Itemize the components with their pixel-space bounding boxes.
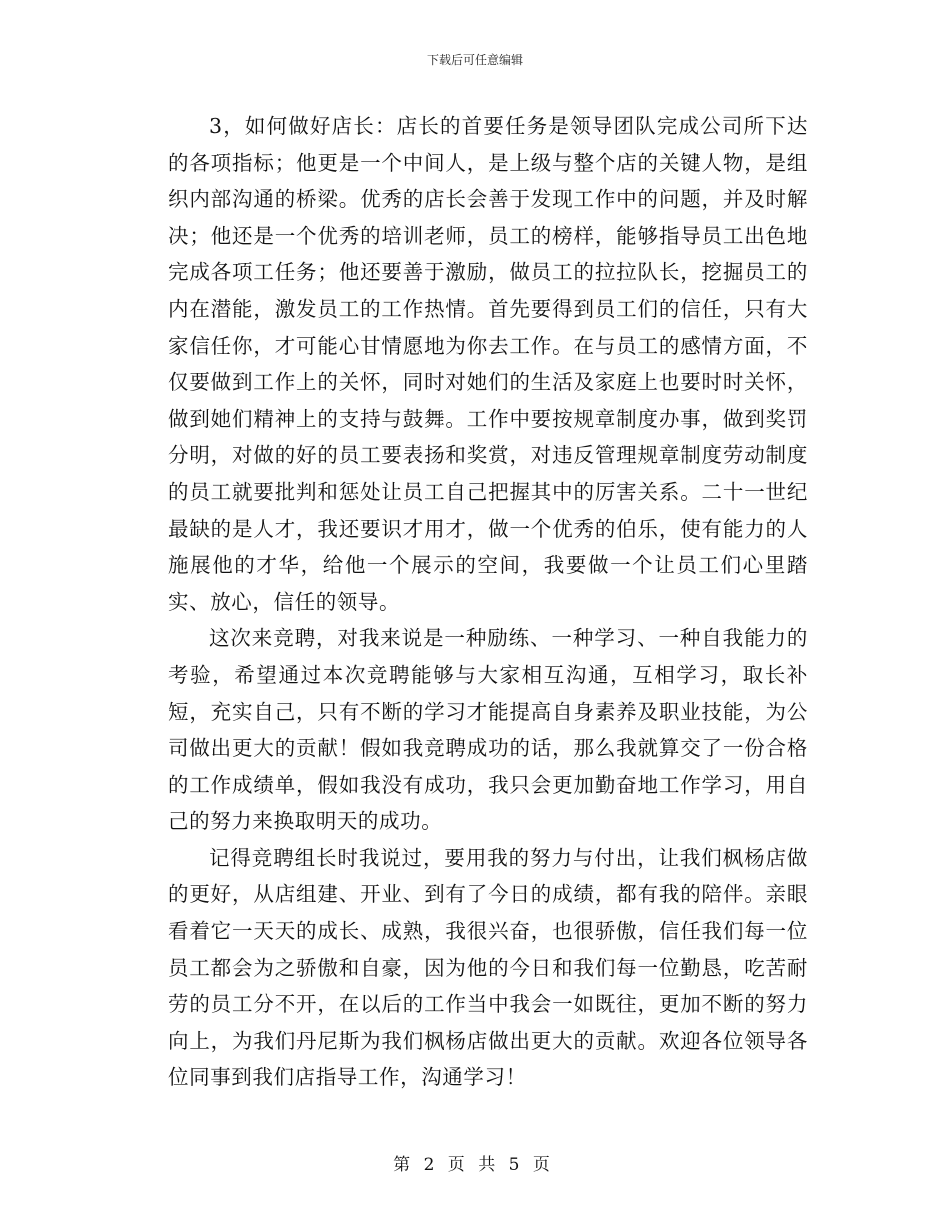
page-footer <box>0 1154 950 1176</box>
footer-total-label: 共 <box>478 1155 497 1175</box>
header-note: 下载后可任意编辑 <box>426 53 523 67</box>
footer-prefix: 第 <box>393 1155 412 1175</box>
paragraph-store-manager: 3，如何做好店长：店长的首要任务是领导团队完成公司所下达的各项指标；他更是一个中间人，是上级与整个店的关键人物，是组织内部沟通的桥梁。优秀的店长会善于发现工作中的问题，并及时解决；他还是一个优秀的培训老师，员工的榜样，能够指导员工出色地完成各项工任务；他还要善于激励，做员工的拉拉队长，挖掘员工的内在潜能，激发员工的工作热情。首先要得到员工们的信任，只有大家信任你，才可能心甘情愿地为你去工作。在与员工的感情方面，不仅要做到工作上的关怀，同时对她们的生活及家庭上也要时时关怀，做到她们精神上的支持与鼓舞。工作中要按规章制度办事，做到奖罚分明，对做的好的员工要表扬和奖赏，对违反管理规章制度劳动制度的员工就要批判和惩处让员工自己把握其中的厉害关系。二十一世纪最缺的是人才，我还要识才用才，做一个优秀的伯乐，使有能力的人施展他的才华，给他一个展示的空间，我要做一个让员工们心里踏实、放心，信任的领导。 <box>168 114 808 614</box>
footer-total-pages: 5 <box>508 1155 521 1175</box>
footer-page-number: 2 <box>423 1155 436 1175</box>
paragraph-competition: 这次来竞聘，对我来说是一种励练、一种学习、一种自我能力的考验，希望通过本次竞聘能够与大家相互沟通，互相学习，取长补短，充实自己，只有不断的学习才能提高自身素养及职业技能，为公司做出更大的贡献！假如我竞聘成功的话，那么我就算交了一份合格的工作成绩单，假如我没有成功，我只会更加勤奋地工作学习，用自己的努力来换取明天的成功。 <box>168 626 808 834</box>
document-body <box>168 108 808 1096</box>
paragraph-closing: 记得竞聘组长时我说过，要用我的努力与付出，让我们枫杨店做的更好，从店组建、开业、到有了今日的成绩，都有我的陪伴。亲眼看着它一天天的成长、成熟，我很兴奋，也很骄傲，信任我们每一位员工都会为之骄傲和自豪，因为他的今日和我们每一位勤恳，吃苦耐劳的员工分不开，在以后的工作当中我会一如既往，更加不断的努力向上，为我们丹尼斯为我们枫杨店做出更大的贡献。欢迎各位领导各位同事到我们店指导工作，沟通学习！ <box>168 845 808 1090</box>
page-header <box>0 52 950 68</box>
footer-total-unit: 页 <box>532 1155 551 1175</box>
footer-page-unit: 页 <box>447 1155 466 1175</box>
